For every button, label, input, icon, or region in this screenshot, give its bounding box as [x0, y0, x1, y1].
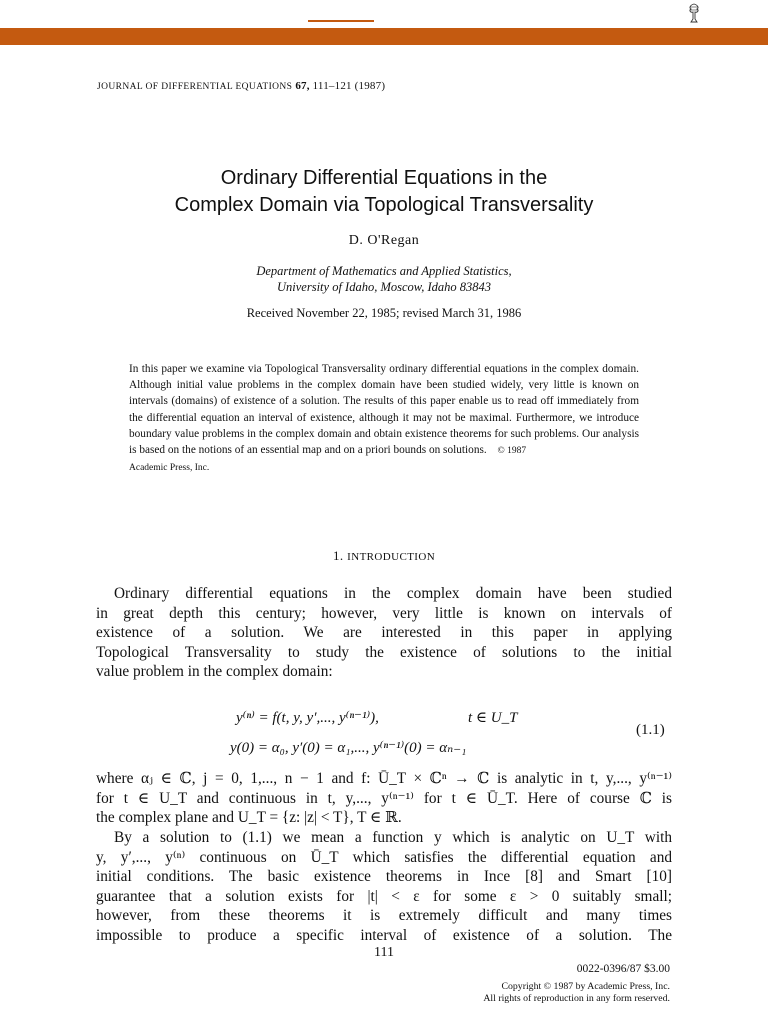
text-line: By a solution to (1.1) we mean a function y which is analytic on U_T with	[114, 829, 672, 846]
equation-explanation	[96, 769, 672, 828]
affiliation-line-2: University of Idaho, Moscow, Idaho 83843	[277, 280, 491, 294]
page-number: 111	[374, 945, 394, 960]
journal-pages-year: 111–121 (1987)	[312, 80, 386, 92]
text-line: existence of a solution. We are interested in this paper in applying	[96, 624, 672, 641]
equation-number: (1.1)	[636, 722, 665, 738]
abstract-publisher: Academic Press, Inc.	[129, 463, 210, 474]
text-line: Topological Transversality to study the existence of solutions to the initial	[96, 643, 672, 661]
text-line: initial conditions. The basic existence theorems in Ince [8] and Smart [10]	[96, 868, 672, 885]
equation-line-2: y(0) = α₀, y′(0) = α₁,..., y⁽ⁿ⁻¹⁾(0) = αₙ₋₁	[230, 740, 467, 756]
section-number: 1.	[332, 548, 344, 563]
text-line: in great depth this century; however, very little is known on intervals of	[96, 604, 672, 622]
viewer-toolbar	[0, 0, 768, 29]
affiliation-line-1: Department of Mathematics and Applied Statistics,	[256, 264, 512, 278]
footer-price: 0022-0396/87 $3.00	[576, 963, 670, 975]
received-dates: Received November 22, 1985; revised March 31, 1986	[246, 306, 522, 320]
text-line: however, from these theorems it is extremely difficult and many times	[96, 907, 672, 924]
abstract-copyright: © 1987	[497, 446, 527, 457]
viewer-accent-bar	[0, 28, 768, 45]
text-line: y, y′,..., y⁽ⁿ⁾ continuous on Ū_T which satisfies the differential equation and	[96, 848, 672, 866]
text-line: where αⱼ ∈ ℂ, j = 0, 1,..., n − 1 and f: Ū_T × ℂⁿ → ℂ is analytic in t, y,..., y⁽ⁿ⁻¹⁾	[96, 770, 672, 787]
section-title: INTRODUCTION	[347, 551, 436, 563]
solution-paragraph	[96, 828, 672, 945]
toolbar-link[interactable]	[308, 20, 374, 22]
abstract-text: In this paper we examine via Topological Transversality ordinary differential equations in the complex domain. Although initial value problems in the complex domain have been studied widely, very little is known on intervals (domains) of existence of a solution. The results of this paper enable us to read off immediately from the differential equation an interval of existence, although it may not be maximal. Furthermore, we introduce boundary value problems in the complex domain and obtain existence theorems for such problems. Our analysis is based on the notions of an essential map and on a priori bounds on solutions.	[129, 363, 639, 457]
text-line: for t ∈ U_T and continuous in t, y,..., y⁽ⁿ⁻¹⁾ for t ∈ Ū_T. Here of course ℂ is	[96, 789, 672, 807]
footer-copyright: Copyright © 1987 by Academic Press, Inc.	[501, 981, 670, 992]
text-line: the complex plane and U_T = {z: |z| < T}, T ∈ ℝ.	[96, 809, 402, 826]
text-line: value problem in the complex domain:	[96, 663, 333, 680]
paper-title-line-1: Ordinary Differential Equations in the	[220, 167, 548, 189]
paper-title-line-2: Complex Domain via Topological Transversality	[174, 194, 594, 216]
equation-line-1: y⁽ⁿ⁾ = f(t, y, y′,..., y⁽ⁿ⁻¹⁾),	[236, 710, 379, 726]
equation-domain: t ∈ U_T	[468, 710, 518, 726]
paper-author: D. O'Regan	[348, 233, 420, 248]
footer-rights: All rights of reproduction in any form reserved.	[483, 993, 670, 1004]
text-line: guarantee that a solution exists for |t| < ε for some ε > 0 suitably small;	[96, 887, 672, 905]
abstract	[129, 361, 639, 476]
journal-name: JOURNAL OF DIFFERENTIAL EQUATIONS	[97, 82, 293, 92]
journal-volume: 67,	[295, 80, 310, 92]
tree-logo-icon	[688, 3, 700, 23]
intro-paragraph	[96, 584, 672, 682]
text-line: impossible to produce a specific interval of existence of a solution. The	[96, 926, 672, 944]
journal-header	[97, 80, 385, 92]
text-line: Ordinary differential equations in the complex domain have been studied	[114, 585, 672, 602]
section-heading	[0, 548, 768, 564]
